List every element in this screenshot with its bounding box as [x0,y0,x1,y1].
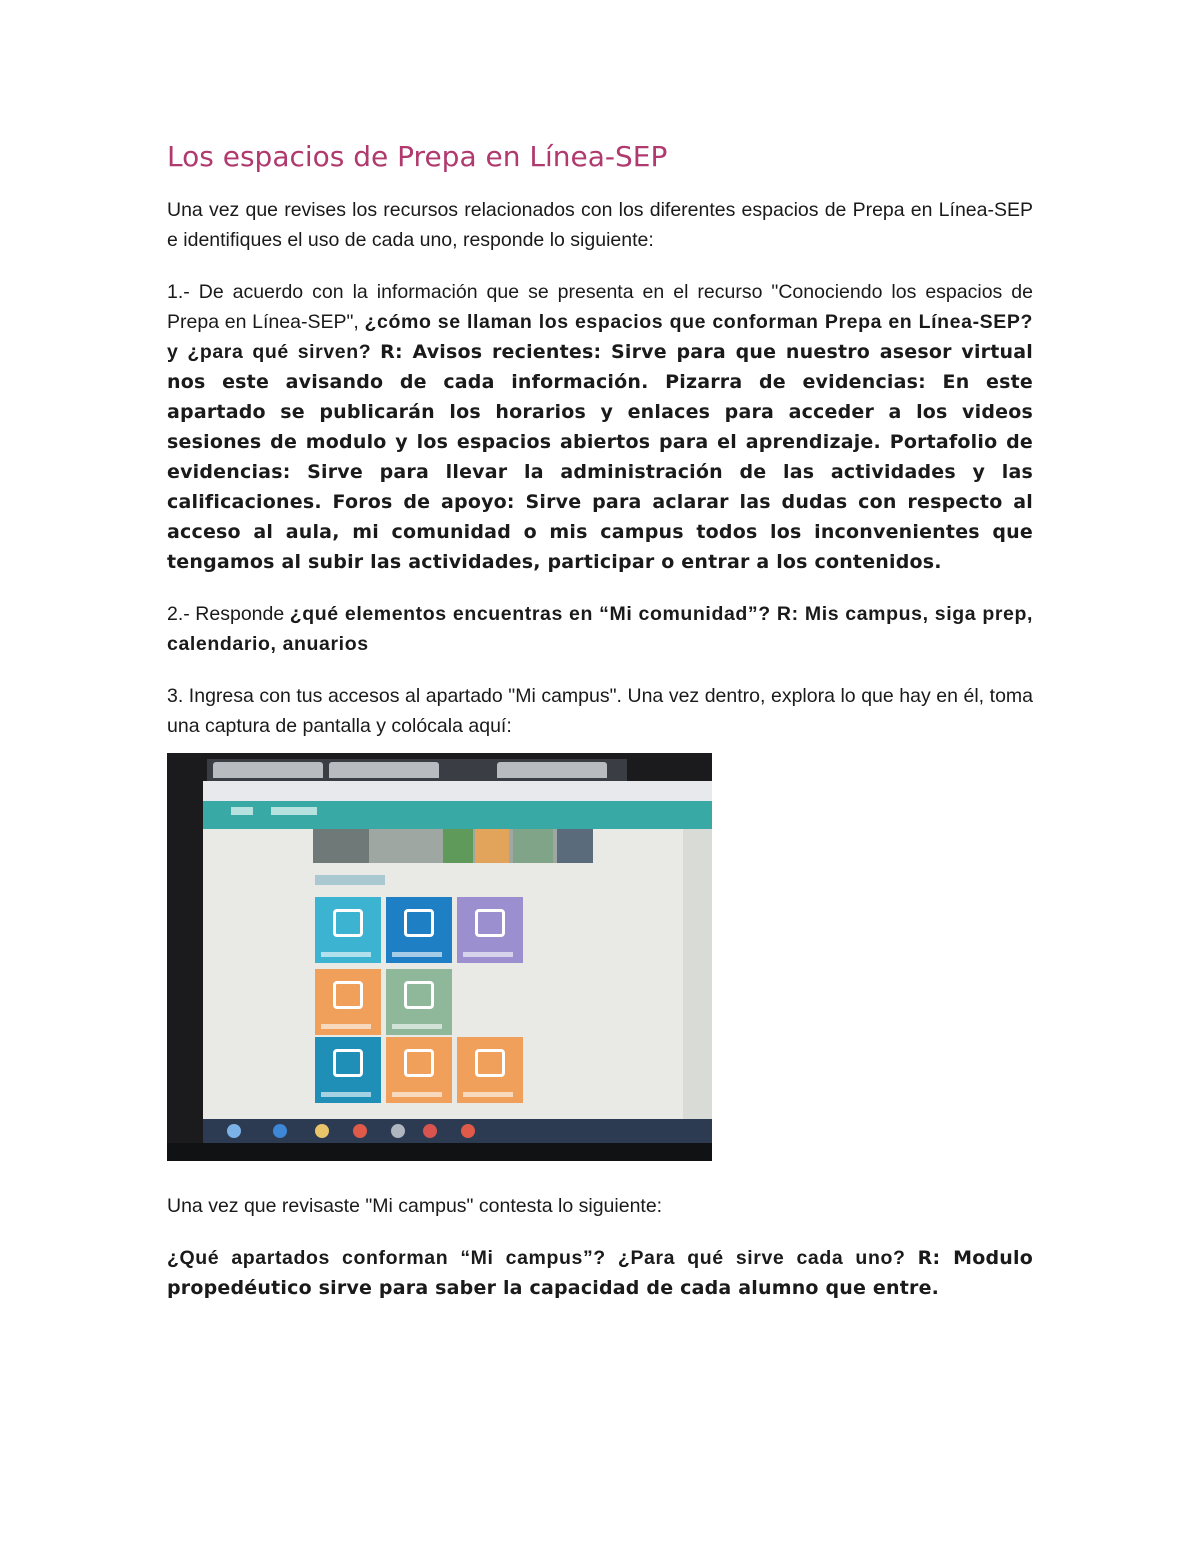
chat-icon [475,1049,505,1077]
tile-orange [315,969,381,1035]
document-body [167,140,1033,1325]
start-icon [227,1124,241,1138]
tile-orange [386,1037,452,1103]
campus-page [203,829,712,1119]
chrome-icon [461,1124,475,1138]
folder-icon [315,1124,329,1138]
tile-cyan [315,897,381,963]
banner-strip [313,829,593,863]
clipboard-icon [475,909,505,937]
book-icon [333,981,363,1009]
banner-people [513,829,553,863]
browser-address-bar [203,781,712,801]
mi-campus-screenshot [167,753,712,1161]
browser-tabs [207,759,627,781]
question-4-answer: R: Modulo propedéutico sirve para saber la capacidad de cada alumno que entre. [167,1247,1034,1299]
tile-caption [392,1024,442,1029]
question-4 [167,1243,1033,1303]
tile-blue [386,897,452,963]
tile-purple [457,897,523,963]
os-taskbar [203,1119,712,1143]
question-1-text: ¿cómo se llaman los espacios que conforman Prepa en Línea-SEP? y ¿para qué sirven? [167,311,1033,363]
question-2 [167,599,1033,659]
campus-sidebar [683,829,712,1119]
question-4-text: ¿Qué apartados conforman “Mi campus”? ¿Para qué sirve cada uno? [167,1247,918,1269]
windows-icon [404,909,434,937]
tile-caption [392,952,442,957]
browser-tab [213,762,323,778]
question-1-answer: R: Avisos recientes: Sirve para que nuestro asesor virtual nos este avisando de cada información. Pizarra de evidencias: En este apartado se publicarán los horarios y enlaces para acceder a los videos sesiones de modulo y los espacios abiertos para el aprendizaje. Portafolio de evidencias: Sirve para llevar la administración de las actividades y las calificaciones. Foros de apoyo: Sirve para aclarar las dudas con respecto al acceso al aula, mi comunidad o mis campus todos los inconvenientes que tengamos al subir las actividades, participar o entrar a los contenidos. [167,341,1033,573]
tile-caption [321,1024,371,1029]
question-2-text: ¿qué elementos encuentras en “Mi comunidad”? [289,603,771,625]
tile-orange [457,1037,523,1103]
chat-icon [404,1049,434,1077]
tile-teal [315,1037,381,1103]
cubes-icon [333,909,363,937]
banner-photo [313,829,369,863]
tile-caption [321,1092,371,1097]
tile-green [386,969,452,1035]
question-1 [167,277,1033,577]
after-image-text: Una vez que revisaste "Mi campus" contesta lo siguiente: [167,1195,663,1217]
banner-video [475,829,509,863]
banner-globe [443,829,473,863]
app-icon [423,1124,437,1138]
question-2-answer: R: Mis campus, siga prep, calendario, anuarios [167,603,1033,655]
document-title: Los espacios de Prepa en Línea-SEP [167,140,668,173]
question-2-prompt: 2.- Responde [167,603,290,625]
tile-caption [463,1092,513,1097]
tile-caption [321,952,371,957]
megaphone-icon [404,981,434,1009]
nav-link [231,807,253,815]
app-icon [391,1124,405,1138]
chrome-icon [353,1124,367,1138]
browser-tab [497,762,607,778]
tile-caption [463,952,513,957]
nav-link [271,807,317,815]
question-1-prompt: 1.- De acuerdo con la información que se presenta en el recurso "Conociendo los espacios de Prepa en Línea-SEP", [167,281,1033,333]
question-3: 3. Ingresa con tus accesos al apartado "Mi campus". Una vez dentro, explora lo que hay en él, toma una captura de pantalla y colócala aquí: [167,685,1033,737]
intro-paragraph: Una vez que revises los recursos relacionados con los diferentes espacios de Prepa en Línea-SEP e identifiques el uso de cada uno, responde lo siguiente: [167,199,1033,251]
monitor-bezel [167,1143,712,1161]
site-header-bar [203,801,712,829]
banner-photo [557,829,593,863]
presentacion-label [315,875,385,885]
browser-tab [329,762,439,778]
ie-icon [273,1124,287,1138]
checklist-icon [333,1049,363,1077]
tile-caption [392,1092,442,1097]
